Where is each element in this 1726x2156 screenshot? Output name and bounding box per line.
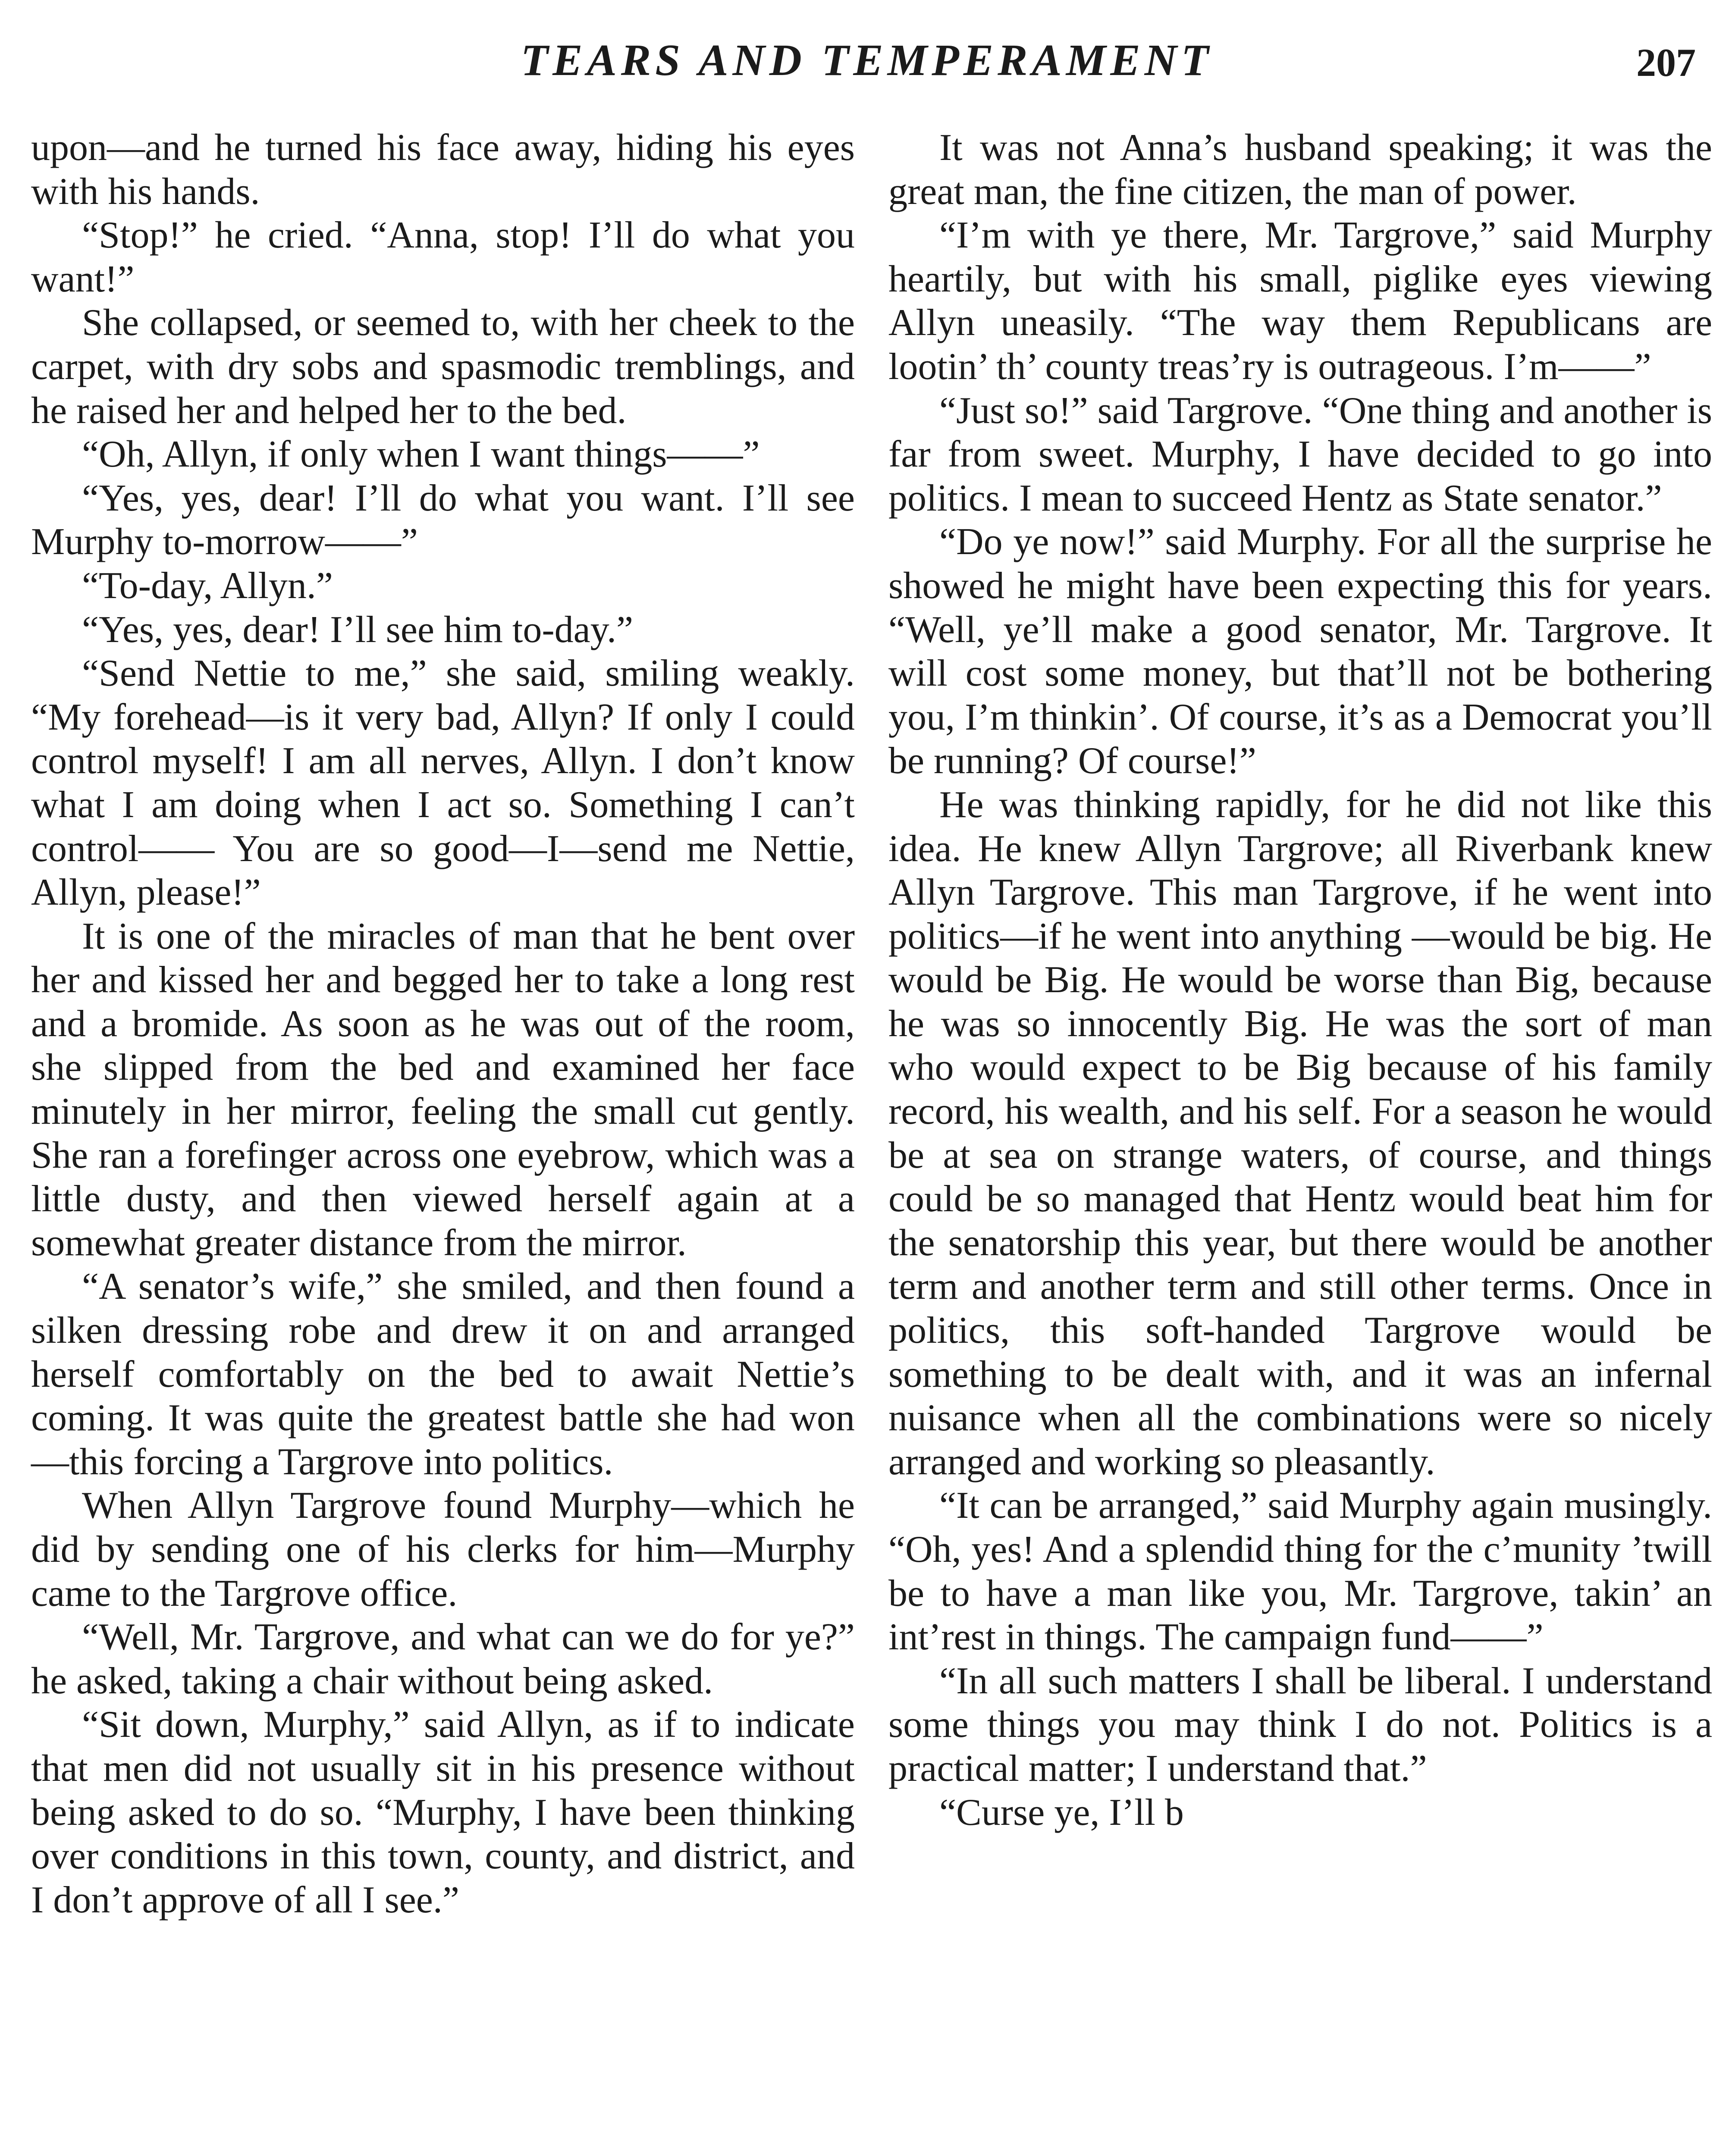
running-title: TEARS AND TEMPERAMENT <box>521 35 1213 85</box>
paragraph: “Do ye now!” said Murphy. For all the surprise he showed he might have been expecting this for years. “Well, ye’ll make a good senator, Mr. Targrove. It will cost some money, but that’ll not be bothering you, I’m thinkin’. Of course, it’s as a Democrat you’ll be running? Of course!” <box>888 521 1712 782</box>
paragraph: upon—and he turned his face away, hiding his eyes with his hands. <box>31 127 855 213</box>
paragraph: She collapsed, or seemed to, with her cheek to the carpet, with dry sobs and spasmodic tremblings, and he raised her and helped her to the bed. <box>31 302 855 432</box>
paragraph: It is one of the miracles of man that he bent over her and kissed her and begged her to take a long rest and a bromide. As soon as he was out of the room, she slipped from the bed and examined her face minutely in her mirror, feeling the small cut gently. She ran a forefinger across one eyebrow, which was a little dusty, and then viewed herself again at a somewhat greater distance from the mirror. <box>31 915 855 1264</box>
paragraph: “I’m with ye there, Mr. Targrove,” said Murphy heartily, but with his small, piglike eyes viewing Allyn uneasily. “The way them Republicans are lootin’ th’ county treas’ry is outrageous. I’m——” <box>888 214 1712 388</box>
page-number: 207 <box>1636 41 1696 85</box>
running-header <box>0 30 1726 95</box>
left-column <box>31 126 855 1922</box>
paragraph: “Stop!” he cried. “Anna, stop! I’ll do what you want!” <box>31 214 855 300</box>
paragraph: “Just so!” said Targrove. “One thing and another is far from sweet. Murphy, I have decided to go into politics. I mean to succeed Hentz as State senator.” <box>888 389 1712 519</box>
paragraph: “In all such matters I shall be liberal. I understand some things you may think I do not. Politics is a practical matter; I understand that.” <box>888 1660 1712 1789</box>
paragraph: “Curse ye, I’ll b <box>939 1791 1184 1833</box>
right-column <box>888 126 1712 1834</box>
paragraph: “Send Nettie to me,” she said, smiling weakly. “My forehead—is it very bad, Allyn? If only I could control myself! I am all nerves, Allyn. I don’t know what I am doing when I act so. Something I can’t control—— You are so good—I—send me Nettie, Allyn, please!” <box>31 652 855 914</box>
paragraph: When Allyn Targrove found Murphy—which he did by sending one of his clerks for him—Murphy came to the Targrove office. <box>31 1485 855 1614</box>
paragraph: “It can be arranged,” said Murphy again musingly. “Oh, yes! And a splendid thing for the c’munity ’twill be to have a man like you, Mr. Targrove, takin’ an int’rest in things. The campaign fund——” <box>888 1485 1712 1658</box>
paragraph: “Well, Mr. Targrove, and what can we do for ye?” he asked, taking a chair without being asked. <box>31 1616 855 1702</box>
paragraph: “To-day, Allyn.” <box>82 564 333 607</box>
paragraph: “Yes, yes, dear! I’ll see him to-day.” <box>82 608 634 651</box>
paragraph: “A senator’s wife,” she smiled, and then found a silken dressing robe and drew it on and arranged herself comfortably on the bed to await Nettie’s coming. It was quite the greatest battle she had won—this forcing a Targrove into politics. <box>31 1266 855 1483</box>
paragraph: It was not Anna’s husband speaking; it was the great man, the fine citizen, the man of power. <box>888 127 1712 213</box>
paragraph: “Sit down, Murphy,” said Allyn, as if to indicate that men did not usually sit in his presence without being asked to do so. “Murphy, I have been thinking over conditions in this town, county, and district, and I don’t approve of all I see.” <box>31 1704 855 1921</box>
paragraph: “Oh, Allyn, if only when I want things——” <box>82 433 760 476</box>
paragraph: He was thinking rapidly, for he did not like this idea. He knew Allyn Targrove; all Riverbank knew Allyn Targrove. This man Targrove, if he went into politics—if he went into anything —would be big. He would be Big. He would be worse than Big, because he was so innocently Big. He was the sort of man who would expect to be Big because of his family record, his wealth, and his self. For a season he would be at sea on strange waters, of course, and things could be so managed that Hentz would beat him for the senatorship this year, but there would be another term and another term and still other terms. Once in politics, this soft-handed Targrove would be something to be dealt with, and it was an infernal nuisance when all the combinations were so nicely arranged and working so pleasantly. <box>888 783 1712 1483</box>
paragraph: “Yes, yes, dear! I’ll do what you want. I’ll see Murphy to-morrow——” <box>31 477 855 563</box>
